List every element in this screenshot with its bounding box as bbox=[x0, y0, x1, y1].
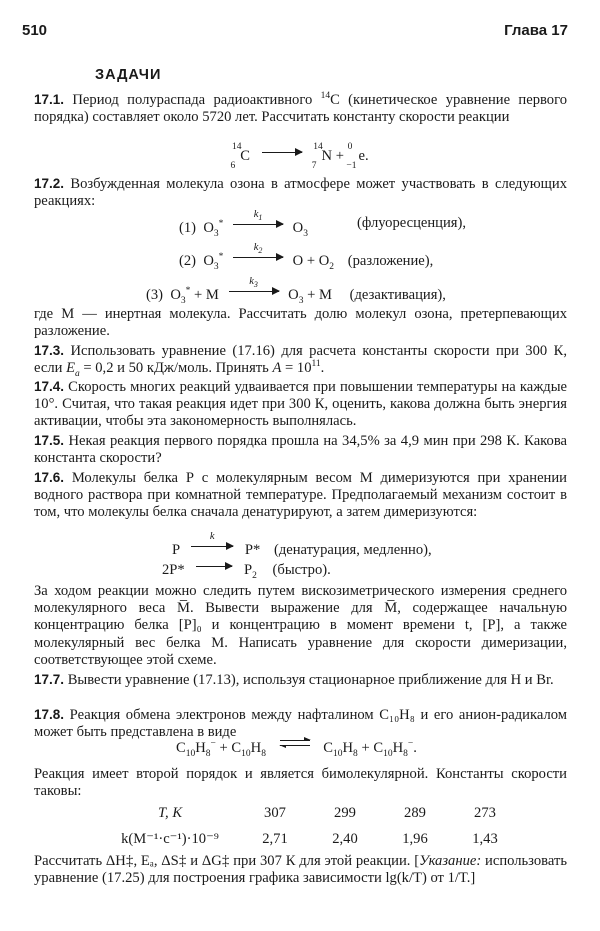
reaction-2: (2) $O_3^*$ $k_2$ $O + O_2$ (разложение), bbox=[179, 242, 434, 272]
problem-17-7: 17.7. Вывести уравнение (17.13), используя стационарное приближение для Н и Br. bbox=[34, 672, 554, 688]
problem-17-3: 17.3. Использовать уравнение (17.16) для расчета константы скорости при 300 К, если $E_a = 0,2$ и 50 кДж/моль. Принять $A = 10^{11}$. bbox=[34, 343, 567, 380]
table-cell: 2,40 bbox=[332, 830, 358, 847]
chapter-heading: Глава 17 bbox=[504, 22, 568, 39]
table-row bbox=[100, 826, 520, 852]
problem-number: 17.3. bbox=[34, 343, 65, 358]
problem-17-2: 17.2. Возбужденная молекула озона в атмосфере может участвовать в следующих реакциях: bbox=[34, 176, 568, 210]
reaction-denaturation: P k P* (денатурация, медленно), bbox=[172, 531, 432, 558]
problem-number: 17.4. bbox=[34, 379, 65, 394]
table-cell: 289 bbox=[404, 804, 426, 821]
problem-number: 17.6. bbox=[34, 470, 65, 485]
problem-number: 17.7. bbox=[34, 672, 65, 687]
problem-17-1: 17.1. Период полураспада радиоактивного $^{14}$С (кинетическое уравнение первого порядка) составляет около 5720 лет. Рассчитать константу скорости реакции bbox=[34, 91, 568, 126]
equation-decay: $^{14}_6$C $^{14}_7$N + $^0_{-1}$e. bbox=[230, 142, 369, 171]
table-cell: 1,43 bbox=[472, 830, 498, 847]
reaction-1: (1) $O_3^*$ $k_1$ $O_3$ (флуоресценция), bbox=[179, 209, 467, 239]
rate-constant-table bbox=[100, 800, 520, 852]
section-title: ЗАДАЧИ bbox=[95, 67, 162, 83]
table-row-label: k(M⁻¹·c⁻¹)·10⁻⁹ bbox=[121, 831, 219, 847]
table-row-label: T, К bbox=[157, 804, 183, 821]
problem-number: 17.8. bbox=[34, 707, 65, 722]
table-cell: 1,96 bbox=[402, 830, 428, 847]
table-cell: 299 bbox=[334, 804, 356, 821]
problem-17-5: 17.5. Некая реакция первого порядка прошла на 34,5% за 4,9 мин при 298 К. Какова константа скорости? bbox=[34, 433, 567, 467]
page-number: 510 bbox=[22, 22, 48, 39]
problem-17-4: 17.4. Скорость многих реакций удваивается при повышении температуры на каждые 10°. Считая, что такая реакция идет при 300 К, оценить, какова должна быть энергия активации, чтобы эта закономерность выполнялась. bbox=[34, 379, 567, 430]
problem-17-8-tail: Реакция имеет второй порядок и является бимолекулярной. Константы скорости таковы: bbox=[34, 766, 567, 800]
equation-electron-exchange: $C_{10}H_8^- + C_{10}H_8$ $C_{10}H_8 + C_{10}H_8^-$. bbox=[176, 739, 417, 759]
table-cell: 307 bbox=[264, 804, 286, 821]
table-cell: 2,71 bbox=[262, 830, 288, 847]
table-row bbox=[100, 800, 520, 826]
table-cell: 273 bbox=[474, 804, 496, 821]
problem-17-8-final: Рассчитать ΔH‡, Eₐ, ΔS‡ и ΔG‡ при 307 К для этой реакции. [Указание: использовать уравнение (17.25) для построения графика зависимости lg(k/T) от 1/T.] bbox=[34, 853, 567, 887]
reaction-3: (3) $O_3^* + M$ $k_3$ $O_3 + M$ (дезактивация), bbox=[146, 276, 446, 306]
problem-number: 17.5. bbox=[34, 433, 65, 448]
reaction-dimerization: 2P* $P_2$ (быстро). bbox=[162, 562, 331, 581]
problem-number: 17.2. bbox=[34, 176, 65, 191]
problem-17-8: 17.8. Реакция обмена электронов между нафталином C₁₀H₈ и его анион-радикалом может быть представлена в виде bbox=[34, 707, 567, 741]
problem-number: 17.1. bbox=[34, 92, 65, 107]
problem-17-6-tail: За ходом реакции можно следить путем вискозиметрического измерения среднего молекулярного веса M̅. Вывести выражение для M̅, содержащее начальную концентрацию белка [P]₀ и концентрацию в момент времени t, [P], а также молекулярный вес белка М. Написать уравнение для скорости димеризации, соответствующее этой схеме. bbox=[34, 583, 567, 668]
problem-17-2-tail: где М — инертная молекула. Рассчитать долю молекул озона, претерпевающих разложение. bbox=[34, 306, 567, 340]
problem-17-6: 17.6. Молекулы белка Р с молекулярным весом М димеризуются при хранении водного раствора при комнатной температуре. Предполагаемый механизм состоит в том, что молекулы белка сначала денатурируют, а затем димеризуются: bbox=[34, 470, 567, 521]
